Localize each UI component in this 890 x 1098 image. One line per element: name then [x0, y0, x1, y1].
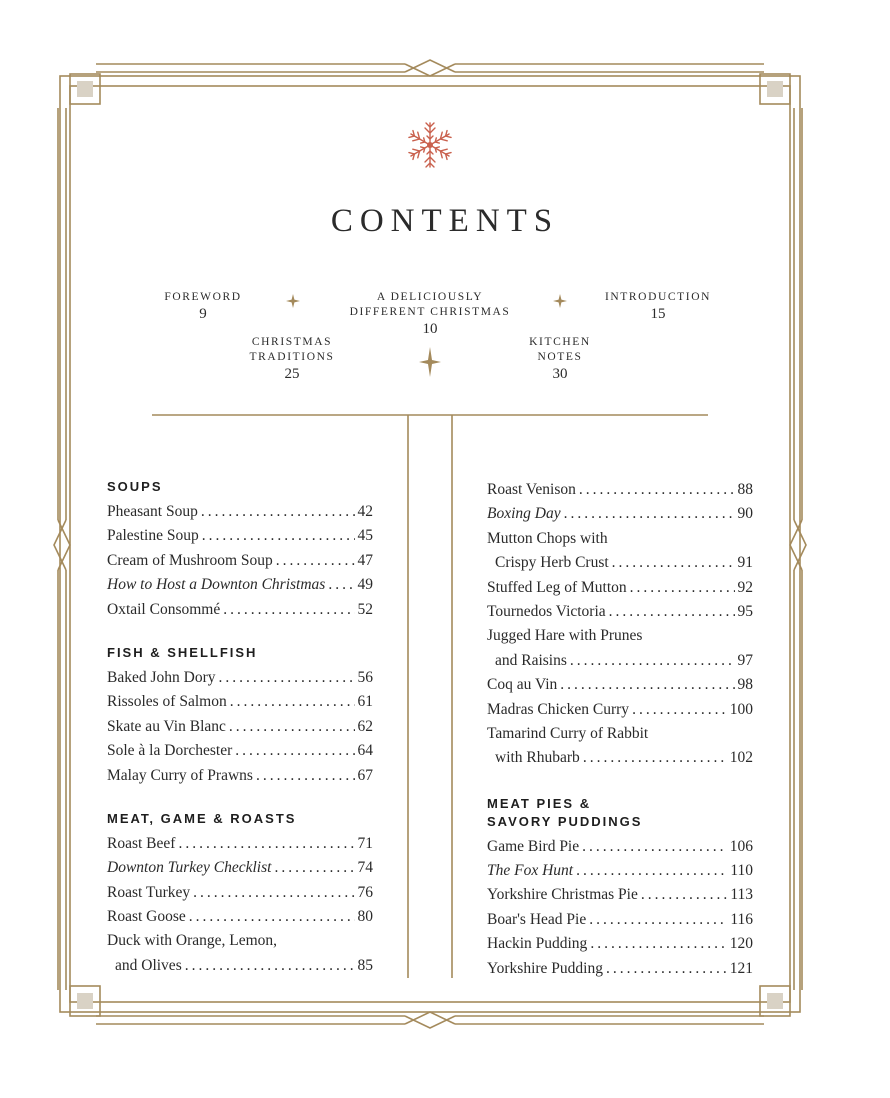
entry-page: 56	[357, 668, 373, 686]
entry-title: Roast Venison	[487, 481, 576, 498]
entry-title: Stuffed Leg of Mutton	[487, 578, 627, 596]
front-matter-page: 10	[422, 321, 438, 337]
entry-page: 100	[729, 700, 753, 718]
entry-title: Tournedos Victoria	[487, 602, 606, 620]
entry-title: Boar's Head Pie	[487, 910, 587, 928]
toc-entry[interactable]	[487, 883, 753, 907]
front-matter-introduction	[598, 290, 718, 322]
entry-page: 64	[357, 742, 373, 760]
entry-title-line1[interactable]: Tamarind Curry of Rabbit	[487, 724, 649, 742]
entry-title: Madras Chicken Curry	[487, 700, 630, 718]
front-matter-page: 30	[552, 366, 568, 382]
dot-leader	[589, 908, 727, 932]
entry-page: 62	[357, 717, 373, 735]
front-matter-page: 25	[284, 366, 300, 382]
entry-title: and Raisins	[495, 651, 567, 669]
entry-title: Rissoles of Salmon	[107, 693, 227, 711]
toc-entry[interactable]	[487, 478, 753, 502]
entry-title: Baked John Dory	[107, 668, 216, 686]
toc-entry[interactable]	[107, 666, 373, 690]
dot-leader	[590, 932, 726, 956]
toc-entry[interactable]	[107, 954, 373, 978]
dot-leader	[201, 500, 355, 524]
entry-title: Roast Beef	[107, 834, 176, 852]
entry-page: 71	[357, 834, 373, 852]
toc-entry[interactable]	[487, 502, 753, 526]
toc-entry[interactable]	[107, 598, 373, 622]
dot-leader	[185, 954, 355, 978]
front-matter-label: CHRISTMAS	[251, 336, 333, 348]
entry-title: Malay Curry of Prawns	[107, 766, 253, 784]
section-heading-meat-game-roasts: MEAT, GAME & ROASTS	[107, 810, 297, 826]
dot-leader	[178, 832, 354, 856]
toc-entry[interactable]	[107, 524, 373, 548]
toc-entry[interactable]	[487, 859, 753, 883]
entry-page: 113	[730, 886, 753, 904]
entry-title: The Fox Hunt	[487, 862, 574, 880]
dot-leader	[256, 764, 355, 788]
entry-page: 80	[357, 908, 373, 926]
entry-page: 74	[357, 859, 373, 877]
toc-entry[interactable]	[487, 649, 753, 673]
dot-leader	[632, 698, 727, 722]
toc-entry[interactable]	[487, 576, 753, 600]
section-heading-soups: SOUPS	[107, 479, 163, 494]
entry-page: 45	[357, 527, 373, 545]
dot-leader	[609, 600, 735, 624]
front-matter-label: NOTES	[537, 351, 583, 363]
entry-title: Oxtail Consommé	[107, 600, 221, 618]
entry-page: 52	[357, 600, 373, 618]
entry-title: Skate au Vin Blanc	[107, 717, 226, 735]
front-matter-label: DIFFERENT CHRISTMAS	[349, 306, 511, 318]
toc-entry[interactable]	[107, 764, 373, 788]
front-matter-kitchen-notes	[515, 335, 605, 382]
toc-entry[interactable]	[107, 856, 373, 880]
entry-title: Palestine Soup	[107, 527, 199, 545]
entry-page: 116	[730, 910, 753, 928]
section-heading-savory-puddings: SAVORY PUDDINGS	[487, 813, 643, 829]
toc-entry[interactable]	[487, 908, 753, 932]
front-matter-label: KITCHEN	[529, 336, 591, 348]
dot-leader	[579, 478, 735, 502]
dot-leader	[641, 883, 727, 907]
entry-title-line1[interactable]: Jugged Hare with Prunes	[487, 627, 643, 645]
dot-leader	[230, 690, 355, 714]
dot-leader	[582, 835, 727, 859]
snowflake-icon	[405, 120, 455, 170]
toc-entry[interactable]	[487, 746, 753, 770]
front-matter-label: FOREWORD	[164, 291, 242, 303]
page-title: CONTENTS	[330, 203, 560, 239]
entry-title-line1[interactable]: Mutton Chops with	[487, 529, 608, 547]
front-matter-deliciously-different	[340, 290, 520, 337]
toc-entry[interactable]	[107, 573, 373, 597]
entry-title: Cream of Mushroom Soup	[107, 551, 273, 569]
entry-page: 92	[737, 578, 753, 596]
dot-leader	[606, 957, 727, 981]
entry-page: 61	[357, 693, 373, 711]
entry-title: and Olives	[115, 956, 182, 974]
entry-page: 67	[357, 766, 373, 784]
entry-page: 49	[357, 576, 373, 594]
toc-entry[interactable]	[487, 698, 753, 722]
dot-leader	[560, 673, 734, 697]
toc-entry[interactable]	[107, 739, 373, 763]
dot-leader	[202, 524, 355, 548]
entry-page: 120	[729, 935, 753, 953]
dot-leader	[223, 598, 354, 622]
dot-leader	[276, 549, 355, 573]
entry-title: Crispy Herb Crust	[495, 554, 609, 572]
entry-page: 95	[737, 602, 753, 620]
dot-leader	[189, 905, 355, 929]
front-matter-label: TRADITIONS	[249, 351, 335, 363]
entry-page: 76	[357, 883, 373, 901]
dot-leader	[274, 856, 354, 880]
toc-right-column	[487, 478, 753, 981]
entry-title: Roast Turkey	[107, 883, 191, 901]
entry-title: Coq au Vin	[487, 676, 558, 694]
entry-title: Roast Goose	[107, 908, 186, 926]
entry-title: Downton Turkey Checklist	[107, 859, 272, 877]
entry-title: Yorkshire Christmas Pie	[487, 886, 638, 904]
toc-entry[interactable]	[107, 715, 373, 739]
entry-page: 90	[737, 505, 753, 523]
toc-entry[interactable]	[487, 673, 753, 697]
entry-title: Yorkshire Pudding	[487, 959, 603, 977]
entry-title-line1[interactable]: Duck with Orange, Lemon,	[107, 932, 278, 950]
section-heading-fish-shellfish: FISH & SHELLFISH	[107, 644, 258, 660]
dot-leader	[576, 859, 727, 883]
dot-leader	[193, 881, 354, 905]
entry-title: Game Bird Pie	[487, 837, 580, 855]
entry-title: Boxing Day	[487, 505, 561, 523]
front-matter-label: A DELICIOUSLY	[376, 291, 484, 303]
entry-title: Hackin Pudding	[487, 935, 588, 953]
toc-entry[interactable]	[107, 905, 373, 929]
front-matter-christmas-traditions	[242, 335, 342, 382]
toc-entry[interactable]	[487, 835, 753, 859]
dot-leader	[219, 666, 355, 690]
section-heading-meat-pies: MEAT PIES &	[487, 795, 592, 811]
front-matter-page: 15	[650, 306, 666, 322]
four-point-star-icon	[552, 293, 568, 309]
toc-entry[interactable]	[107, 500, 373, 524]
front-matter-foreword	[160, 290, 246, 322]
entry-title: Pheasant Soup	[107, 503, 198, 520]
toc-entry[interactable]	[107, 881, 373, 905]
toc-entry[interactable]	[487, 957, 753, 981]
toc-entry[interactable]	[107, 690, 373, 714]
toc-left-column	[107, 478, 373, 978]
front-matter-page: 9	[199, 306, 207, 322]
entry-page: 110	[730, 862, 753, 880]
dot-leader	[570, 649, 735, 673]
toc-entry[interactable]	[487, 600, 753, 624]
toc-entry[interactable]	[107, 549, 373, 573]
dot-leader	[583, 746, 727, 770]
entry-title: Sole à la Dorchester	[107, 742, 233, 760]
dot-leader	[235, 739, 354, 763]
four-point-star-icon	[418, 346, 442, 378]
entry-page: 88	[737, 481, 753, 498]
four-point-star-icon	[285, 293, 301, 309]
entry-page: 47	[357, 551, 373, 569]
dot-leader	[328, 573, 354, 597]
entry-page: 102	[729, 749, 753, 767]
toc-entry[interactable]	[107, 832, 373, 856]
entry-title: How to Host a Downton Christmas	[107, 576, 326, 594]
entry-title: with Rhubarb	[495, 749, 580, 767]
entry-page: 106	[729, 837, 753, 855]
entry-page: 98	[737, 676, 753, 694]
toc-entry[interactable]	[487, 551, 753, 575]
dot-leader	[564, 502, 735, 526]
dot-leader	[630, 576, 735, 600]
entry-page: 91	[737, 554, 753, 572]
front-matter-label: INTRODUCTION	[604, 291, 712, 303]
dot-leader	[229, 715, 355, 739]
dot-leader	[612, 551, 735, 575]
entry-page: 42	[357, 503, 373, 520]
toc-entry[interactable]	[487, 932, 753, 956]
entry-page: 121	[729, 959, 753, 977]
entry-page: 97	[737, 651, 753, 669]
entry-page: 85	[357, 956, 373, 974]
